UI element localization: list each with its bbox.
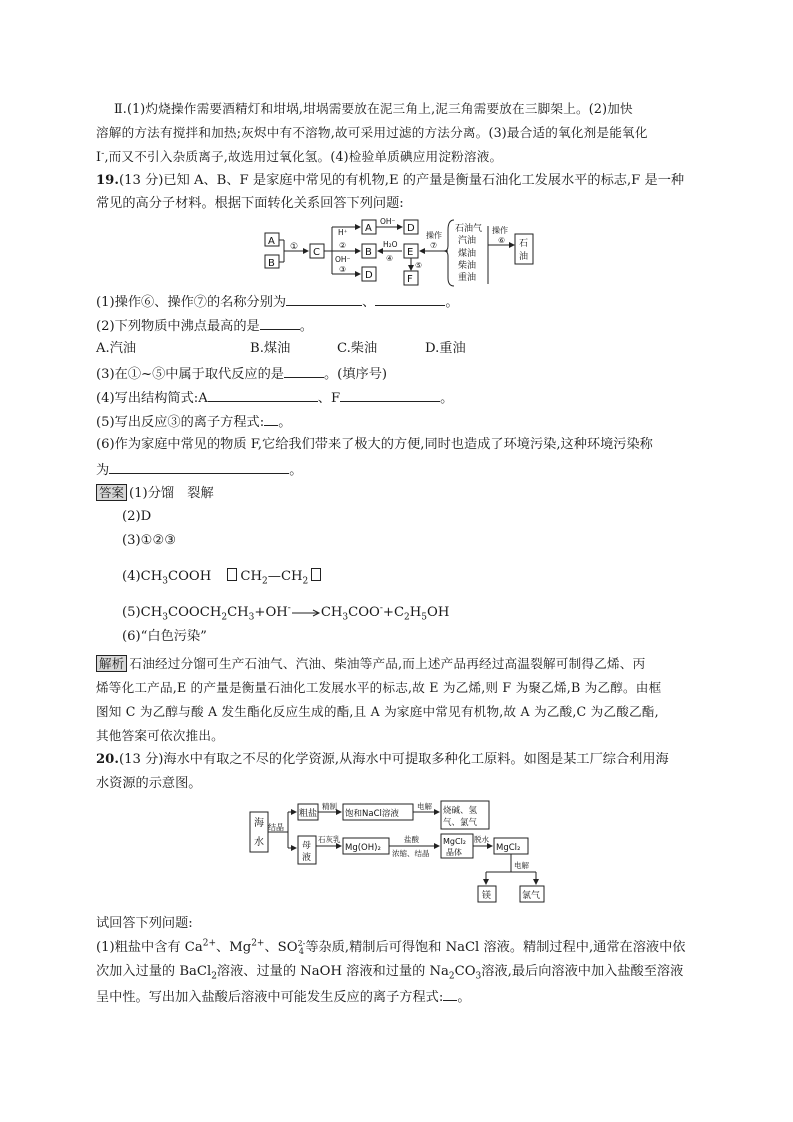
label-b2: B: [365, 247, 372, 258]
text: 。: [289, 463, 303, 478]
subscript: 2: [302, 576, 309, 587]
sub-question-4: [96, 388, 453, 408]
text: I: [96, 149, 102, 164]
label-d2: D: [365, 270, 373, 281]
text: 、: [362, 295, 376, 310]
operation-6-label: 操作: [492, 226, 508, 235]
subscript: 3: [162, 612, 169, 623]
chlorine-label: 氯气: [522, 891, 541, 901]
products-2: 气、氯气: [443, 818, 478, 828]
bracket-open: [227, 568, 237, 581]
subscript: 4: [298, 946, 304, 956]
brine-label: 饱和NaCl溶液: [345, 809, 399, 819]
question-19-stem: 常见的高分子材料。根据下面转化关系回答下列问题:: [96, 196, 404, 211]
text: COOCH: [168, 605, 222, 620]
step-1: ①: [290, 242, 299, 252]
label-a: A: [268, 236, 275, 247]
text: CH: [227, 605, 249, 620]
crude-salt-1: 粗: [299, 809, 309, 819]
analysis-line: 其他答案可依次推出。: [96, 728, 224, 743]
text: (1)操作⑥、操作⑦的名称分别为: [96, 295, 287, 310]
oh-minus-2: OH⁻: [380, 217, 396, 226]
mgcl2-crystal-2: 晶体: [446, 848, 462, 857]
sub-question-1: [96, 987, 471, 1007]
label-e: E: [407, 247, 414, 258]
analysis-tag: 解析: [96, 655, 127, 672]
subscript: 2: [221, 612, 228, 623]
seawater-2: 水: [254, 837, 264, 848]
answer-blank: [208, 388, 318, 402]
mgcl2-crystal-1: MgCl₂: [443, 837, 466, 846]
question-19-stem: [96, 172, 684, 190]
text: 石油经过分馏可生产石油气、汽油、柴油等产品,而上述产品再经过高温裂解可制得乙烯、丙: [129, 656, 646, 671]
product-2: 汽油: [458, 236, 477, 246]
text: 。(填序号): [323, 367, 388, 382]
h-plus: H⁺: [338, 228, 348, 237]
option-c: C.柴油: [337, 341, 378, 356]
subscript: 3: [248, 612, 255, 623]
product-4: 柴油: [458, 261, 477, 271]
magnesium-label: 镁: [482, 891, 492, 901]
answer-blank: [375, 292, 445, 306]
reaction-arrow: [291, 608, 321, 618]
step-2: ②: [339, 241, 347, 250]
text: 。: [440, 391, 454, 406]
subscript: 3: [475, 971, 482, 982]
question-20-intro: 试回答下列问题:: [96, 916, 193, 931]
option-a: A.汽油: [96, 341, 137, 356]
superscript: 2-: [297, 938, 306, 948]
step-5: ⑤: [415, 261, 423, 270]
analysis-line: 图知 C 为乙醇与酸 A 发生酯化反应生成的酯,且 A 为家庭中常见有机物,故 A 为乙酸,C 为乙酸乙酯,: [96, 704, 659, 719]
label-b: B: [268, 258, 275, 269]
answer-line: (2)D: [122, 509, 152, 524]
subscript: 2: [262, 576, 268, 587]
text: (5)CH: [122, 605, 163, 620]
text: +C: [382, 605, 405, 620]
sub-question-1: [96, 292, 459, 312]
text: 呈中性。写出加入盐酸后溶液中可能发生反应的离子方程式:: [96, 990, 444, 1005]
sub-question-6: [96, 460, 302, 480]
analysis-line: [96, 655, 645, 673]
lime-label: 石灰乳: [318, 835, 341, 844]
analysis-line: [96, 148, 502, 166]
electrolysis-2-label: 电解: [514, 861, 529, 870]
reaction-flow-diagram: [262, 216, 542, 288]
answer-blank: [286, 292, 362, 306]
text: 溶液,最后向溶液中加入盐酸至溶液: [481, 964, 684, 979]
text: (1)分馏 裂解: [129, 486, 214, 501]
subscript: 3: [342, 612, 349, 623]
refine-label: 精制: [322, 802, 337, 811]
crude-salt-2: 盐: [308, 809, 318, 819]
answer-line: [122, 604, 449, 622]
text: (1)粗盐中含有 Ca: [96, 940, 203, 955]
hcl-label: 盐酸: [404, 835, 419, 844]
h2o: H₂O: [383, 240, 398, 249]
superscript: 2+: [202, 938, 217, 949]
analysis-line: 溶解的方法有搅拌和加热;灰烬中有不溶物,故可采用过滤的方法分离。(3)最合适的氧化剂是能氧化: [96, 125, 648, 140]
text: (13 分)海水中有取之不尽的化学资源,从海水中可提取多种化工原料。如图是某工厂综合利用海: [118, 752, 669, 767]
product-5: 重油: [458, 273, 477, 283]
text: 。: [299, 319, 313, 334]
text: 。: [457, 990, 471, 1005]
answer-blank: [109, 460, 289, 474]
question-20-stem: [96, 751, 669, 769]
answer-blank: [260, 316, 300, 330]
text: (5)写出反应③的离子方程式:: [96, 415, 265, 430]
text: OH: [427, 605, 450, 620]
question-number: 19.: [96, 173, 119, 188]
mother-liquor-1: 母: [302, 841, 312, 851]
sub-question-3: [96, 364, 387, 384]
seawater-process-diagram: [246, 800, 546, 904]
text: 等杂质,精制后可得饱和 NaCl 溶液。精制过程中,通常在溶液中依: [305, 940, 686, 955]
text: CH: [320, 605, 343, 620]
text: 溶液、过量的 NaOH 溶液和过量的 Na: [216, 964, 449, 979]
oil-1: 石: [519, 239, 529, 249]
answer-blank: [284, 364, 324, 378]
text: CH: [240, 569, 263, 584]
subscript: 5: [421, 612, 428, 623]
label-d: D: [407, 223, 415, 234]
step-7: ⑦: [430, 241, 438, 250]
answer-blank: [264, 412, 278, 426]
text: H: [409, 605, 422, 620]
text: (4)CH: [122, 569, 163, 584]
label-f: F: [407, 274, 413, 285]
text: (2)下列物质中沸点最高的是: [96, 319, 260, 334]
text: 次加入过量的 BaCl: [96, 964, 212, 979]
label-a2: A: [365, 223, 372, 234]
text: ,而又不引入杂质离子,故选用过氧化氢。(4)检验单质碘应用淀粉溶液。: [104, 149, 503, 164]
answer-line: [122, 568, 321, 586]
subscript: 2: [404, 612, 410, 623]
text: (3)在①~⑤中属于取代反应的是: [96, 367, 284, 382]
sub-question-1: [96, 963, 683, 981]
text: 、Mg: [216, 940, 252, 955]
text: CO: [454, 964, 476, 979]
crystallize-label: 结晶: [268, 823, 284, 832]
bracket-close: [311, 568, 321, 581]
text: 为: [96, 463, 110, 478]
concentrate-label: 浓缩、结晶: [392, 849, 430, 858]
oh-minus: OH⁻: [335, 255, 351, 264]
dehydrate-label: 脱水: [474, 835, 489, 844]
text: +OH: [254, 605, 288, 620]
answer-blank: [443, 987, 457, 1001]
text: 。: [278, 415, 292, 430]
electrolysis-label: 电解: [417, 802, 432, 811]
superscript: -: [101, 148, 105, 159]
seawater-1: 海: [254, 818, 264, 829]
subscript: 3: [162, 576, 169, 587]
product-3: 煤油: [458, 249, 477, 259]
mother-liquor-2: 液: [302, 853, 312, 863]
text: (4)写出结构简式:A: [96, 391, 208, 406]
sub-question-2: [96, 316, 313, 336]
analysis-line: 烯等化工产品,E 的产量是衡量石油化工发展水平的标志,故 E 为乙烯,则 F 为聚乙烯,B 为乙醇。由框: [96, 680, 662, 695]
question-20-stem: 水资源的示意图。: [96, 776, 202, 791]
option-d: D.重油: [425, 341, 466, 356]
option-b: B.煤油: [250, 341, 291, 356]
answer-tag: 答案: [96, 484, 127, 501]
answer-line: (3)①②③: [122, 533, 177, 548]
mgoh2-label: Mg(OH)₂: [345, 843, 381, 853]
answer-line: (6)“白色污染”: [122, 629, 207, 644]
text: 。: [445, 295, 459, 310]
sub-question-6: (6)作为家庭中常见的物质 F,它给我们带来了极大的方便,同时也造成了环境污染,这种环境污染称: [96, 437, 653, 452]
products-1: 烧碱、氢: [443, 806, 478, 816]
superscript: -: [379, 603, 383, 614]
text: COOH: [168, 569, 225, 584]
text: COO: [348, 605, 380, 620]
step-4: ④: [386, 254, 394, 263]
text: 、SO: [264, 940, 298, 955]
question-number: 20.: [96, 752, 119, 767]
subscript: 2: [448, 971, 455, 982]
step-3: ③: [339, 265, 347, 274]
operation-7-label: 操作: [426, 231, 442, 240]
superscript: -: [287, 603, 291, 614]
superscript: 2+: [251, 938, 265, 949]
sub-question-1: [96, 939, 685, 957]
answer-blank: [340, 388, 440, 402]
text: (13 分)已知 A、B、F 是家庭中常见的有机物,E 的产量是衡量石油化工发展水平的标志,F 是一种: [118, 173, 685, 188]
text: 、F: [317, 391, 341, 406]
text: —CH: [267, 569, 303, 584]
analysis-line: Ⅱ.(1)灼烧操作需要酒精灯和坩埚,坩埚需要放在泥三角上,泥三角需要放在三脚架上。(2)加快: [114, 101, 633, 116]
oil-2: 油: [519, 252, 529, 262]
step-6: ⑥: [498, 236, 506, 245]
answer-line: [96, 484, 214, 503]
mgcl2-label: MgCl₂: [496, 843, 521, 853]
product-1: 石油气: [455, 224, 483, 234]
label-c: C: [313, 247, 320, 258]
subscript: 2: [211, 971, 217, 982]
sub-question-5: [96, 412, 291, 432]
